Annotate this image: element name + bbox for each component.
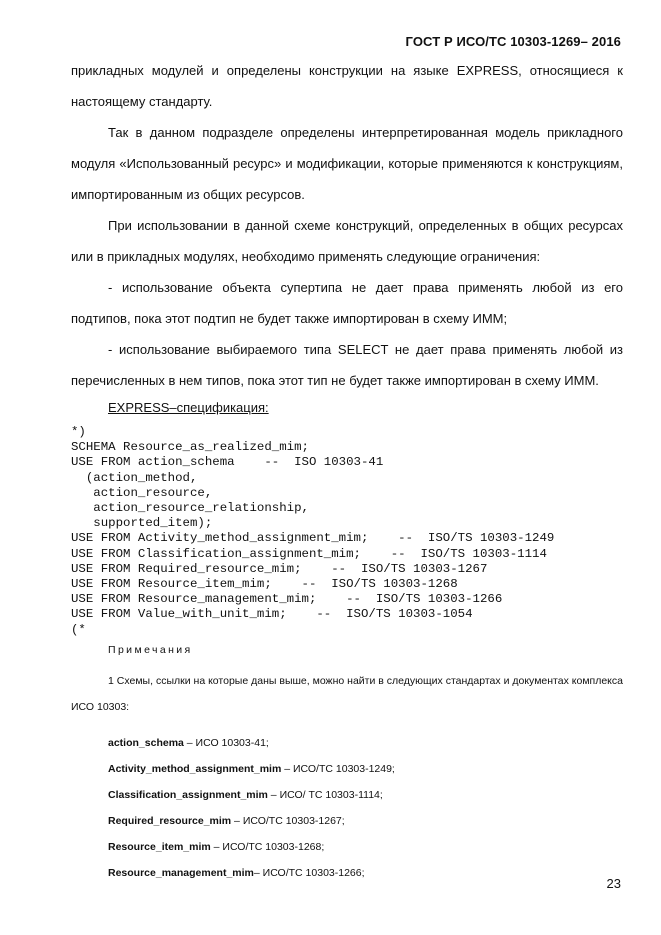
schema-name: action_schema — [108, 736, 184, 749]
schema-standard: – ИСО 10303-41; — [183, 736, 269, 749]
paragraph: При использовании в данной схеме конструкций, определенных в общих ресурсах или в прикладных модулях, необходимо применять следующие ограничения: — [71, 218, 623, 264]
schema-reference-list — [108, 730, 623, 886]
list-item: - использование выбираемого типа SELECT не дает права применять любой из перечисленных в нем типов, пока этот тип не будет также импортирован в схему ИММ. — [71, 342, 623, 388]
schema-standard: – ИСО/ТС 10303-1249; — [281, 762, 395, 775]
list-item: - использование объекта супертипа не дает права применять любой из его подтипов, пока этот подтип не будет также импортирован в схему ИММ; — [71, 280, 623, 326]
page-body — [71, 55, 623, 886]
notes-heading: Примечания — [108, 643, 193, 656]
express-spec-heading: EXPRESS–спецификация: — [108, 400, 269, 415]
schema-standard: – ИСО/ ТС 10303-1114; — [267, 788, 383, 801]
paragraph: Так в данном подразделе определены интерпретированная модель прикладного модуля «Использованный ресурс» и модификации, которые применяются к конструкциям, импортированным из общих ресурсов. — [71, 125, 623, 202]
schema-name: Resource_item_mim — [108, 840, 211, 853]
express-code-block: *) SCHEMA Resource_as_realized_mim; USE FROM action_schema -- ISO 10303-41 (action_method, action_resource, action_resource_relationship, supported_item); USE FROM Activity_method_assignment_mim; -- ISO/TS 10303-1249 USE FROM Classification_assignment_mim; -- ISO/TS 10303-1114 USE FROM Required_resource_mim; -- ISO/TS 10303-1267 USE FROM Resource_item_mim; -- ISO/TS 10303-1268 USE FROM Resource_management_mim; -- ISO/TS 10303-1266 USE FROM Value_with_unit_mim; -- ISO/TS 10303-1054 (* — [71, 425, 555, 637]
schema-name: Activity_method_assignment_mim — [108, 762, 282, 775]
notes-intro: 1 Схемы, ссылки на которые даны выше, можно найти в следующих стандартах и документах комплекса ИСО 10303: — [71, 674, 623, 713]
schema-name: Resource_management_mim — [108, 866, 254, 879]
schema-name: Required_resource_mim — [108, 814, 232, 827]
schema-reference — [108, 730, 623, 756]
page-number: 23 — [606, 876, 621, 891]
schema-name: Classification_assignment_mim — [108, 788, 268, 801]
schema-reference — [108, 860, 623, 886]
schema-reference — [108, 834, 623, 860]
schema-standard: – ИСО/ТС 10303-1266; — [253, 866, 365, 879]
schema-standard: – ИСО/ТС 10303-1267; — [231, 814, 345, 827]
paragraph: прикладных модулей и определены конструкции на языке EXPRESS, относящиеся к настоящему стандарту. — [71, 63, 623, 109]
document-header: ГОСТ Р ИСО/ТС 10303-1269– 2016 — [405, 34, 621, 49]
schema-reference — [108, 782, 623, 808]
schema-reference — [108, 808, 623, 834]
schema-standard: – ИСО/ТС 10303-1268; — [210, 840, 325, 853]
schema-reference — [108, 756, 623, 782]
